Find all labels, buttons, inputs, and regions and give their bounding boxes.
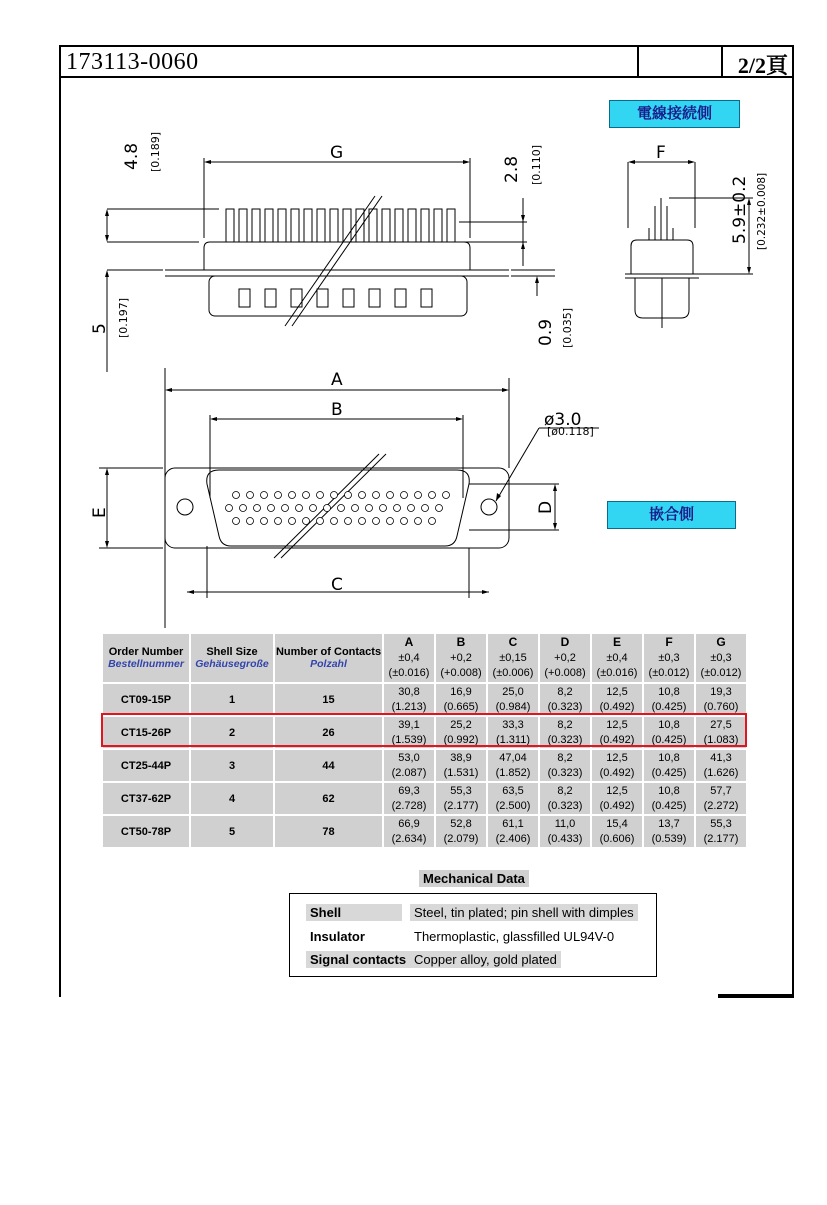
value-cell: 61,1 (2.406) — [488, 816, 538, 847]
dim-top-height: 4.8 — [122, 142, 142, 170]
frame-bottom-mark — [718, 994, 794, 998]
table-row — [103, 783, 746, 814]
value-cell: 66,9 (2.634) — [384, 816, 434, 847]
dim-E: E — [90, 507, 110, 518]
value-cell: 10,8 (0.425) — [644, 750, 694, 781]
value-cell: 55,3 (2.177) — [436, 783, 486, 814]
contacts-cell: 26 — [275, 717, 382, 748]
value-cell: 8,2 (0.323) — [540, 717, 590, 748]
header-dim-G: G ±0,3 (±0.012) — [696, 634, 746, 682]
order-cell: CT15-26P — [103, 717, 189, 748]
header-dim-F: F ±0,3 (±0.012) — [644, 634, 694, 682]
dim-top-height-in: [0.189] — [149, 131, 162, 172]
wire-side-label: 電線接続側 — [609, 100, 740, 128]
value-cell: 25,2 (0.992) — [436, 717, 486, 748]
dim-flange-in: [0.035] — [561, 307, 574, 348]
mech-value: Thermoplastic, glassfilled UL94V-0 — [414, 929, 615, 944]
value-cell: 10,8 (0.425) — [644, 717, 694, 748]
header-dim-C: C ±0,15 (±0.006) — [488, 634, 538, 682]
shell-cell: 3 — [191, 750, 273, 781]
selected-row-highlight — [101, 713, 747, 747]
dim-C: C — [331, 575, 343, 595]
dim-D: D — [536, 500, 556, 514]
dim-flange: 0.9 — [536, 318, 556, 346]
value-cell: 30,8 (1.213) — [384, 684, 434, 715]
value-cell: 11,0 (0.433) — [540, 816, 590, 847]
dim-pin-len-in: [0.110] — [530, 144, 543, 185]
mating-side-label: 嵌合側 — [607, 501, 736, 529]
value-cell: 57,7 (2.272) — [696, 783, 746, 814]
value-cell: 63,5 (2.500) — [488, 783, 538, 814]
shell-cell: 1 — [191, 684, 273, 715]
dim-body-in: [0.197] — [117, 297, 130, 338]
header-order: Order Number Bestellnummer — [103, 634, 189, 682]
value-cell: 55,3 (2.177) — [696, 816, 746, 847]
dim-side-height-in: [0.232±0.008] — [756, 172, 768, 250]
dim-pin-len: 2.8 — [502, 155, 522, 183]
mech-value: Copper alloy, gold plated — [410, 951, 561, 968]
dim-body: 5 — [90, 323, 110, 334]
value-cell: 38,9 (1.531) — [436, 750, 486, 781]
table-row — [103, 684, 746, 715]
contact-holes — [226, 492, 450, 525]
value-cell: 8,2 (0.323) — [540, 750, 590, 781]
value-cell: 8,2 (0.323) — [540, 684, 590, 715]
value-cell: 27,5 (1.083) — [696, 717, 746, 748]
value-cell: 12,5 (0.492) — [592, 750, 642, 781]
mechanical-data-title: Mechanical Data — [419, 870, 529, 887]
value-cell: 39,1 (1.539) — [384, 717, 434, 748]
order-cell: CT25-44P — [103, 750, 189, 781]
value-cell: 53,0 (2.087) — [384, 750, 434, 781]
value-cell: 12,5 (0.492) — [592, 684, 642, 715]
mech-value: Steel, tin plated; pin shell with dimples — [410, 904, 638, 921]
order-cell: CT50-78P — [103, 816, 189, 847]
mech-key: Insulator — [310, 929, 365, 944]
dim-B: B — [331, 400, 343, 420]
header-dim-D: D +0,2 (+0.008) — [540, 634, 590, 682]
connector-drawing — [59, 78, 794, 633]
value-cell: 10,8 (0.425) — [644, 684, 694, 715]
header-dim-E: E ±0,4 (±0.016) — [592, 634, 642, 682]
title-block-empty-cell — [637, 47, 723, 76]
header-dim-A: A ±0,4 (±0.016) — [384, 634, 434, 682]
header-dim-B: B +0,2 (+0.008) — [436, 634, 486, 682]
value-cell: 13,7 (0.539) — [644, 816, 694, 847]
title-block — [59, 45, 794, 78]
mechanical-data-box — [289, 893, 657, 977]
value-cell: 10,8 (0.425) — [644, 783, 694, 814]
value-cell: 16,9 (0.665) — [436, 684, 486, 715]
value-cell: 15,4 (0.606) — [592, 816, 642, 847]
value-cell: 41,3 (1.626) — [696, 750, 746, 781]
contacts-cell: 44 — [275, 750, 382, 781]
contacts-cell: 62 — [275, 783, 382, 814]
value-cell: 33,3 (1.311) — [488, 717, 538, 748]
part-number: 173113-0060 — [66, 49, 199, 75]
value-cell: 12,5 (0.492) — [592, 783, 642, 814]
table-row — [103, 816, 746, 847]
mech-key: Signal contacts — [306, 951, 410, 968]
dim-G: G — [330, 143, 344, 163]
order-cell: CT09-15P — [103, 684, 189, 715]
dim-F: F — [656, 143, 666, 163]
dim-hole: ø3.0 — [544, 410, 582, 430]
value-cell: 19,3 (0.760) — [696, 684, 746, 715]
page-number: 2/2頁 — [737, 53, 788, 78]
value-cell: 47,04 (1.852) — [488, 750, 538, 781]
value-cell: 52,8 (2.079) — [436, 816, 486, 847]
table-row — [103, 750, 746, 781]
value-cell: 12,5 (0.492) — [592, 717, 642, 748]
order-cell: CT37-62P — [103, 783, 189, 814]
value-cell: 8,2 (0.323) — [540, 783, 590, 814]
header-shell: Shell Size Gehäusegroße — [191, 634, 273, 682]
dim-side-height: 5.9±0.2 — [730, 175, 750, 244]
pin-row — [226, 209, 455, 242]
mech-key: Shell — [306, 904, 402, 921]
dim-hole-in: [ø0.118] — [547, 425, 594, 438]
title-block-page-cell — [721, 47, 794, 76]
shell-cell: 4 — [191, 783, 273, 814]
contacts-cell: 78 — [275, 816, 382, 847]
value-cell: 25,0 (0.984) — [488, 684, 538, 715]
shell-cell: 2 — [191, 717, 273, 748]
shell-cell: 5 — [191, 816, 273, 847]
header-contacts: Number of Contacts Polzahl — [275, 634, 382, 682]
dim-A: A — [331, 370, 343, 390]
value-cell: 69,3 (2.728) — [384, 783, 434, 814]
contacts-cell: 15 — [275, 684, 382, 715]
